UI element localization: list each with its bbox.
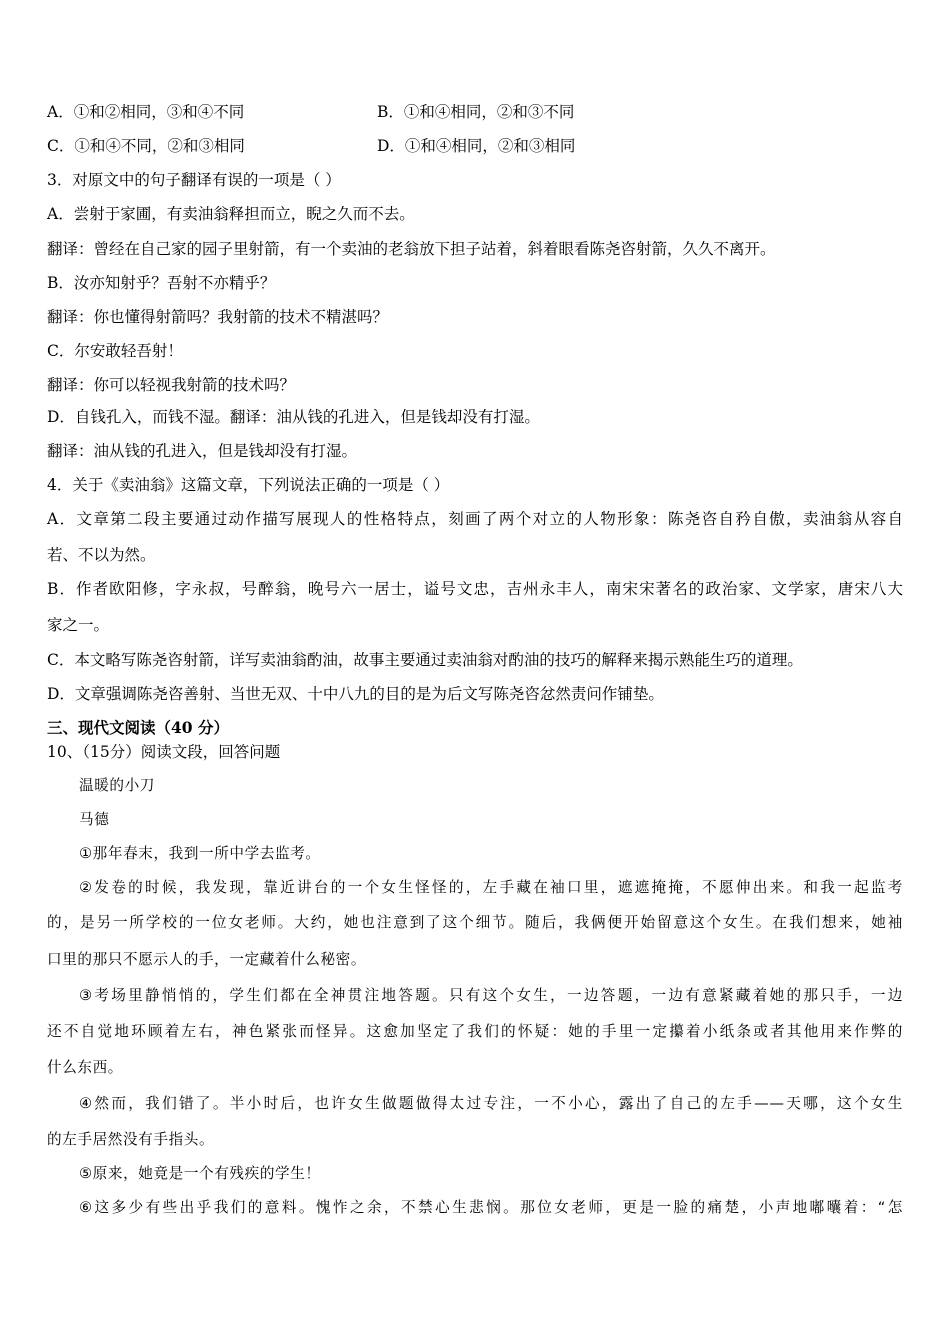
passage-title: 温暖的小刀 bbox=[79, 777, 155, 794]
q4-stem: 4．关于《卖油翁》这篇文章，下列说法正确的一项是（ ） bbox=[47, 476, 450, 494]
q4-option-b: B．作者欧阳修，字永叔，号醉翁，晚号六一居士，谥号文忠，吉州永丰人，南宋宋著名的政治家、文学家，唐宋八大 bbox=[47, 580, 903, 598]
q4-option-c: C．本文略写陈尧咨射箭，详写卖油翁酌油，故事主要通过卖油翁对酌油的技巧的解释来揭示熟能生巧的道理。 bbox=[47, 651, 803, 669]
q3-option-b-translation: 翻译：你也懂得射箭吗？我射箭的技术不精湛吗？ bbox=[47, 308, 389, 326]
q3-option-a-translation: 翻译：曾经在自己家的园子里射箭，有一个卖油的老翁放下担子站着，斜着眼看陈尧咨射箭，久久不离开。 bbox=[47, 240, 776, 258]
paragraph-1: ①那年春末，我到一所中学去监考。 bbox=[79, 845, 321, 862]
q10-stem: 10、（15分）阅读文段，回答问题 bbox=[47, 743, 281, 761]
q4-option-a-cont: 若、不以为然。 bbox=[47, 546, 156, 564]
q4-option-b-cont: 家之一。 bbox=[47, 616, 110, 634]
paragraph-3-line-2: 还不自觉地环顾着左右，神色紧张而怪异。这愈加坚定了我们的怀疑：她的手里一定攥着小纸条或者其他用来作弊的 bbox=[47, 1023, 903, 1040]
q3-option-d: D．自钱孔入，而钱不湿。翻译：油从钱的孔进入，但是钱却没有打湿。 bbox=[47, 408, 540, 426]
passage-author: 马德 bbox=[79, 811, 110, 828]
section-heading: 三、现代文阅读（40 分） bbox=[47, 718, 229, 737]
q2-option-b: B．①和④相同，②和③不同 bbox=[377, 103, 575, 121]
q4-option-d: D．文章强调陈尧咨善射、当世无双、十中八九的目的是为后文写陈尧咨忿然责问作铺垫。 bbox=[47, 685, 664, 703]
paragraph-4-line-1: ④然而，我们错了。半小时后，也许女生做题做得太过专注，一不小心，露出了自己的左手——天哪，这个女生 bbox=[79, 1095, 903, 1112]
paragraph-3-line-3: 什么东西。 bbox=[47, 1059, 123, 1076]
paragraph-6-line-1: ⑥这多少有些出乎我们的意料。愧怍之余，不禁心生悲悯。那位女老师，更是一脸的痛楚，小声地嘟囔着：“怎 bbox=[79, 1199, 903, 1216]
q2-option-a: A．①和②相同，③和④不同 bbox=[47, 103, 245, 121]
q3-option-b: B．汝亦知射乎？吾射不亦精乎？ bbox=[47, 274, 276, 292]
paragraph-3-line-1: ③考场里静悄悄的，学生们都在全神贯注地答题。只有这个女生，一边答题，一边有意紧藏着她的那只手，一边 bbox=[79, 987, 903, 1004]
paragraph-2-line-1: ②发卷的时候，我发现，靠近讲台的一个女生怪怪的，左手藏在袖口里，遮遮掩掩，不愿伸出来。和我一起监考 bbox=[79, 879, 903, 896]
q2-option-c: C．①和④不同，②和③相同 bbox=[47, 137, 245, 155]
q3-option-d-translation: 翻译：油从钱的孔进入，但是钱却没有打湿。 bbox=[47, 442, 358, 460]
paragraph-2-line-2: 的，是另一所学校的一位女老师。大约，她也注意到了这个细节。随后，我俩便开始留意这个女生。在我们想来，她袖 bbox=[47, 914, 903, 931]
q3-option-c: C．尔安敢轻吾射！ bbox=[47, 342, 183, 360]
q3-option-c-translation: 翻译：你可以轻视我射箭的技术吗？ bbox=[47, 376, 296, 394]
q3-option-a: A．尝射于家圃，有卖油翁释担而立，睨之久而不去。 bbox=[47, 205, 415, 223]
q3-stem: 3．对原文中的句子翻译有误的一项是（ ） bbox=[47, 171, 341, 189]
paragraph-5: ⑤原来，她竟是一个有残疾的学生！ bbox=[79, 1165, 321, 1182]
paragraph-2-line-3: 口里的那只不愿示人的手，一定藏着什么秘密。 bbox=[47, 951, 367, 968]
q4-option-a: A．文章第二段主要通过动作描写展现人的性格特点，刻画了两个对立的人物形象：陈尧咨自矜自傲，卖油翁从容自 bbox=[47, 510, 903, 528]
paragraph-4-line-2: 的左手居然没有手指头。 bbox=[47, 1131, 215, 1148]
q2-option-d: D．①和④相同，②和③相同 bbox=[377, 137, 576, 155]
